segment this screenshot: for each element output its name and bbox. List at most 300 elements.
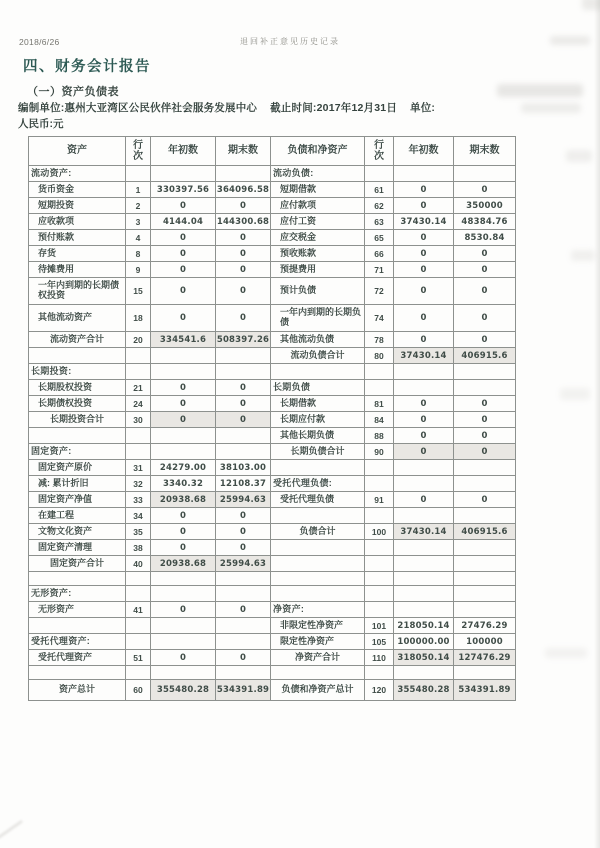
asset-end-cell: 144300.68 bbox=[216, 214, 271, 230]
liability-begin-cell: 100000.00 bbox=[394, 634, 454, 650]
table-row bbox=[29, 364, 516, 380]
asset-line-cell: 30 bbox=[126, 412, 151, 428]
liability-name-cell bbox=[271, 460, 365, 476]
asset-end-cell: 364096.58 bbox=[216, 182, 271, 198]
liability-name-cell: 长期应付款 bbox=[271, 412, 365, 428]
asset-name-cell bbox=[29, 666, 126, 680]
liability-begin-cell: 0 bbox=[394, 198, 454, 214]
liability-end-cell: 0 bbox=[454, 428, 516, 444]
asset-begin-cell: 0 bbox=[151, 508, 216, 524]
asset-begin-cell: 3340.32 bbox=[151, 476, 216, 492]
asset-begin-cell: 0 bbox=[151, 305, 216, 332]
asset-name-cell: 固定资产清理 bbox=[29, 540, 126, 556]
asset-end-cell: 534391.89 bbox=[216, 680, 271, 701]
asset-end-cell: 12108.37 bbox=[216, 476, 271, 492]
asset-line-cell: 38 bbox=[126, 540, 151, 556]
liability-line-cell: 65 bbox=[365, 230, 394, 246]
asset-end-cell bbox=[216, 166, 271, 182]
liability-name-cell: 预计负债 bbox=[271, 278, 365, 305]
liability-begin-cell: 0 bbox=[394, 305, 454, 332]
col-header-begin-right: 年初数 bbox=[394, 137, 454, 166]
table-row bbox=[29, 586, 516, 602]
asset-line-cell: 51 bbox=[126, 650, 151, 666]
liability-begin-cell: 37430.14 bbox=[394, 524, 454, 540]
asset-name-cell bbox=[29, 618, 126, 634]
asset-line-cell: 15 bbox=[126, 278, 151, 305]
asset-begin-cell bbox=[151, 618, 216, 634]
liability-begin-cell: 0 bbox=[394, 246, 454, 262]
liability-begin-cell bbox=[394, 508, 454, 524]
prepared-by-label: 编制单位: bbox=[18, 102, 65, 114]
scan-artifact bbox=[0, 820, 23, 840]
asset-begin-cell: 0 bbox=[151, 198, 216, 214]
col-header-begin-left: 年初数 bbox=[151, 137, 216, 166]
asset-end-cell: 25994.63 bbox=[216, 556, 271, 572]
liability-end-cell bbox=[454, 166, 516, 182]
liability-line-cell bbox=[365, 556, 394, 572]
liability-line-cell bbox=[365, 380, 394, 396]
liability-line-cell: 78 bbox=[365, 332, 394, 348]
asset-line-cell: 35 bbox=[126, 524, 151, 540]
liability-end-cell: 8530.84 bbox=[454, 230, 516, 246]
col-header-liabilities: 负债和净资产 bbox=[271, 137, 365, 166]
liability-begin-cell: 0 bbox=[394, 428, 454, 444]
table-row bbox=[29, 444, 516, 460]
liability-end-cell bbox=[454, 586, 516, 602]
liability-name-cell: 受托代理负债: bbox=[271, 476, 365, 492]
liability-end-cell: 534391.89 bbox=[454, 680, 516, 701]
liability-name-cell: 预收账款 bbox=[271, 246, 365, 262]
liability-begin-cell: 37430.14 bbox=[394, 348, 454, 364]
asset-line-cell: 34 bbox=[126, 508, 151, 524]
asset-end-cell bbox=[216, 444, 271, 460]
asset-begin-cell: 0 bbox=[151, 262, 216, 278]
liability-line-cell bbox=[365, 460, 394, 476]
liability-name-cell: 负债和净资产总计 bbox=[271, 680, 365, 701]
liability-begin-cell: 318050.14 bbox=[394, 650, 454, 666]
liability-line-cell bbox=[365, 508, 394, 524]
liability-end-cell: 100000 bbox=[454, 634, 516, 650]
asset-name-cell: 受托代理资产: bbox=[29, 634, 126, 650]
liability-end-cell bbox=[454, 364, 516, 380]
asset-end-cell bbox=[216, 348, 271, 364]
asset-line-cell: 1 bbox=[126, 182, 151, 198]
asset-name-cell: 固定资产原价 bbox=[29, 460, 126, 476]
liability-name-cell bbox=[271, 364, 365, 380]
scan-artifact bbox=[545, 648, 587, 658]
liability-line-cell bbox=[365, 364, 394, 380]
asset-end-cell: 0 bbox=[216, 650, 271, 666]
liability-name-cell: 受托代理负债 bbox=[271, 492, 365, 508]
table-row bbox=[29, 540, 516, 556]
asset-begin-cell: 0 bbox=[151, 602, 216, 618]
asset-begin-cell: 334541.6 bbox=[151, 332, 216, 348]
liability-line-cell: 84 bbox=[365, 412, 394, 428]
liability-begin-cell: 37430.14 bbox=[394, 214, 454, 230]
liability-end-cell: 0 bbox=[454, 492, 516, 508]
unit-label: 单位: bbox=[410, 102, 436, 114]
liability-end-cell bbox=[454, 556, 516, 572]
asset-end-cell bbox=[216, 428, 271, 444]
asset-end-cell: 0 bbox=[216, 198, 271, 214]
liability-end-cell bbox=[454, 572, 516, 586]
asset-line-cell bbox=[126, 618, 151, 634]
liability-begin-cell bbox=[394, 586, 454, 602]
liability-line-cell: 71 bbox=[365, 262, 394, 278]
table-row bbox=[29, 332, 516, 348]
report-meta-line bbox=[18, 100, 578, 115]
liability-name-cell bbox=[271, 556, 365, 572]
asset-begin-cell: 0 bbox=[151, 396, 216, 412]
asset-begin-cell bbox=[151, 634, 216, 650]
report-subtitle: （一）资产负债表 bbox=[27, 86, 119, 98]
liability-end-cell: 350000 bbox=[454, 198, 516, 214]
liability-end-cell: 0 bbox=[454, 246, 516, 262]
col-header-assets: 资产 bbox=[29, 137, 126, 166]
liability-begin-cell: 0 bbox=[394, 396, 454, 412]
asset-line-cell: 60 bbox=[126, 680, 151, 701]
asset-begin-cell: 20938.68 bbox=[151, 492, 216, 508]
asset-line-cell bbox=[126, 166, 151, 182]
asset-name-cell: 固定资产: bbox=[29, 444, 126, 460]
asset-name-cell: 存货 bbox=[29, 246, 126, 262]
table-row bbox=[29, 230, 516, 246]
asset-name-cell: 长期股权投资 bbox=[29, 380, 126, 396]
liability-name-cell: 流动负债: bbox=[271, 166, 365, 182]
table-row bbox=[29, 476, 516, 492]
asset-end-cell: 0 bbox=[216, 412, 271, 428]
liability-begin-cell: 0 bbox=[394, 332, 454, 348]
liability-end-cell: 0 bbox=[454, 262, 516, 278]
liability-begin-cell: 0 bbox=[394, 230, 454, 246]
liability-line-cell: 63 bbox=[365, 214, 394, 230]
liability-line-cell: 100 bbox=[365, 524, 394, 540]
table-row bbox=[29, 618, 516, 634]
table-row bbox=[29, 166, 516, 182]
liability-line-cell: 66 bbox=[365, 246, 394, 262]
prepared-by-value: 惠州大亚湾区公民伙伴社会服务发展中心 bbox=[64, 102, 258, 114]
asset-end-cell bbox=[216, 572, 271, 586]
liability-line-cell: 72 bbox=[365, 278, 394, 305]
liability-begin-cell bbox=[394, 556, 454, 572]
asset-line-cell: 21 bbox=[126, 380, 151, 396]
asset-name-cell: 减: 累计折旧 bbox=[29, 476, 126, 492]
liability-begin-cell bbox=[394, 540, 454, 556]
liability-end-cell: 406915.6 bbox=[454, 348, 516, 364]
scan-artifact bbox=[566, 150, 592, 162]
balance-sheet-table bbox=[28, 136, 516, 701]
liability-begin-cell bbox=[394, 460, 454, 476]
asset-end-cell bbox=[216, 364, 271, 380]
liability-end-cell bbox=[454, 476, 516, 492]
table-row bbox=[29, 182, 516, 198]
liability-line-cell: 101 bbox=[365, 618, 394, 634]
liability-name-cell: 其他流动负债 bbox=[271, 332, 365, 348]
scan-artifact bbox=[521, 103, 581, 113]
asset-name-cell: 货币资金 bbox=[29, 182, 126, 198]
asset-begin-cell bbox=[151, 428, 216, 444]
unit-value: 人民币:元 bbox=[18, 118, 64, 130]
liability-name-cell bbox=[271, 540, 365, 556]
asset-end-cell: 25994.63 bbox=[216, 492, 271, 508]
asset-name-cell: 无形资产: bbox=[29, 586, 126, 602]
table-row bbox=[29, 634, 516, 650]
liability-name-cell: 应交税金 bbox=[271, 230, 365, 246]
liability-begin-cell: 0 bbox=[394, 412, 454, 428]
asset-begin-cell bbox=[151, 666, 216, 680]
liability-line-cell: 81 bbox=[365, 396, 394, 412]
liability-line-cell: 61 bbox=[365, 182, 394, 198]
liability-name-cell: 净资产: bbox=[271, 602, 365, 618]
asset-end-cell bbox=[216, 666, 271, 680]
liability-end-cell: 0 bbox=[454, 332, 516, 348]
asset-begin-cell: 0 bbox=[151, 278, 216, 305]
asset-name-cell: 其他流动资产 bbox=[29, 305, 126, 332]
table-row bbox=[29, 214, 516, 230]
asset-name-cell: 流动资产合计 bbox=[29, 332, 126, 348]
liability-end-cell: 27476.29 bbox=[454, 618, 516, 634]
asset-name-cell: 长期投资: bbox=[29, 364, 126, 380]
table-row bbox=[29, 262, 516, 278]
liability-name-cell: 预提费用 bbox=[271, 262, 365, 278]
asset-end-cell bbox=[216, 618, 271, 634]
asset-line-cell: 24 bbox=[126, 396, 151, 412]
liability-line-cell: 74 bbox=[365, 305, 394, 332]
asset-line-cell bbox=[126, 586, 151, 602]
asset-begin-cell: 0 bbox=[151, 380, 216, 396]
liability-begin-cell: 0 bbox=[394, 444, 454, 460]
liability-name-cell: 流动负债合计 bbox=[271, 348, 365, 364]
table-row bbox=[29, 380, 516, 396]
asset-begin-cell bbox=[151, 364, 216, 380]
scan-artifact bbox=[571, 250, 595, 261]
asset-line-cell bbox=[126, 348, 151, 364]
liability-end-cell: 48384.76 bbox=[454, 214, 516, 230]
asset-line-cell: 4 bbox=[126, 230, 151, 246]
asset-end-cell: 0 bbox=[216, 262, 271, 278]
asset-line-cell bbox=[126, 364, 151, 380]
liability-line-cell bbox=[365, 572, 394, 586]
liability-begin-cell bbox=[394, 166, 454, 182]
asset-name-cell: 短期投资 bbox=[29, 198, 126, 214]
liability-begin-cell: 218050.14 bbox=[394, 618, 454, 634]
asset-line-cell: 3 bbox=[126, 214, 151, 230]
table-row bbox=[29, 412, 516, 428]
asset-name-cell: 待摊费用 bbox=[29, 262, 126, 278]
liability-line-cell: 91 bbox=[365, 492, 394, 508]
liability-name-cell bbox=[271, 572, 365, 586]
table-row bbox=[29, 198, 516, 214]
liability-end-cell: 0 bbox=[454, 412, 516, 428]
table-header-row bbox=[29, 137, 516, 166]
table-row bbox=[29, 556, 516, 572]
asset-name-cell: 文物文化资产 bbox=[29, 524, 126, 540]
asset-line-cell bbox=[126, 444, 151, 460]
col-header-end-right: 期末数 bbox=[454, 137, 516, 166]
liability-end-cell: 406915.6 bbox=[454, 524, 516, 540]
asset-line-cell bbox=[126, 428, 151, 444]
liability-name-cell: 长期借款 bbox=[271, 396, 365, 412]
table-row bbox=[29, 602, 516, 618]
table-row bbox=[29, 305, 516, 332]
asset-end-cell: 0 bbox=[216, 508, 271, 524]
liability-line-cell: 110 bbox=[365, 650, 394, 666]
liability-begin-cell bbox=[394, 380, 454, 396]
page-edge-shadow bbox=[594, 0, 600, 848]
liability-begin-cell: 0 bbox=[394, 492, 454, 508]
liability-line-cell bbox=[365, 602, 394, 618]
table-row bbox=[29, 524, 516, 540]
table-row bbox=[29, 572, 516, 586]
liability-end-cell: 0 bbox=[454, 182, 516, 198]
liability-begin-cell bbox=[394, 572, 454, 586]
table-row bbox=[29, 650, 516, 666]
asset-name-cell: 流动资产: bbox=[29, 166, 126, 182]
asset-end-cell: 0 bbox=[216, 602, 271, 618]
col-header-line-right: 行次 bbox=[365, 137, 394, 166]
asset-line-cell: 20 bbox=[126, 332, 151, 348]
table-row bbox=[29, 666, 516, 680]
asset-name-cell: 固定资产净值 bbox=[29, 492, 126, 508]
liability-end-cell: 0 bbox=[454, 305, 516, 332]
asset-end-cell bbox=[216, 634, 271, 650]
liability-end-cell bbox=[454, 666, 516, 680]
liability-line-cell: 80 bbox=[365, 348, 394, 364]
asset-begin-cell bbox=[151, 166, 216, 182]
liability-begin-cell bbox=[394, 476, 454, 492]
liability-name-cell bbox=[271, 508, 365, 524]
liability-line-cell: 105 bbox=[365, 634, 394, 650]
liability-end-cell: 0 bbox=[454, 396, 516, 412]
table-row bbox=[29, 428, 516, 444]
col-header-end-left: 期末数 bbox=[216, 137, 271, 166]
asset-name-cell: 预付账款 bbox=[29, 230, 126, 246]
liability-name-cell: 非限定性净资产 bbox=[271, 618, 365, 634]
asset-line-cell: 18 bbox=[126, 305, 151, 332]
asset-begin-cell bbox=[151, 586, 216, 602]
liability-end-cell bbox=[454, 460, 516, 476]
liability-end-cell: 0 bbox=[454, 444, 516, 460]
scan-artifact bbox=[497, 84, 583, 97]
asset-end-cell: 0 bbox=[216, 524, 271, 540]
liability-name-cell: 负债合计 bbox=[271, 524, 365, 540]
liability-name-cell bbox=[271, 586, 365, 602]
asset-end-cell: 0 bbox=[216, 380, 271, 396]
liability-name-cell: 其他长期负债 bbox=[271, 428, 365, 444]
liability-line-cell bbox=[365, 540, 394, 556]
asset-name-cell bbox=[29, 572, 126, 586]
asset-name-cell: 长期投资合计 bbox=[29, 412, 126, 428]
asset-line-cell: 33 bbox=[126, 492, 151, 508]
liability-begin-cell bbox=[394, 364, 454, 380]
asset-line-cell: 9 bbox=[126, 262, 151, 278]
asset-line-cell bbox=[126, 572, 151, 586]
liability-end-cell bbox=[454, 540, 516, 556]
liability-end-cell: 127476.29 bbox=[454, 650, 516, 666]
liability-name-cell: 应付款项 bbox=[271, 198, 365, 214]
liability-begin-cell bbox=[394, 666, 454, 680]
asset-name-cell bbox=[29, 428, 126, 444]
liability-begin-cell bbox=[394, 602, 454, 618]
table-row bbox=[29, 492, 516, 508]
asset-line-cell: 31 bbox=[126, 460, 151, 476]
liability-name-cell: 净资产合计 bbox=[271, 650, 365, 666]
asset-begin-cell: 330397.56 bbox=[151, 182, 216, 198]
scan-artifact bbox=[560, 388, 590, 400]
asset-end-cell: 0 bbox=[216, 278, 271, 305]
asset-line-cell: 2 bbox=[126, 198, 151, 214]
scan-artifact bbox=[550, 36, 590, 45]
asset-begin-cell: 20938.68 bbox=[151, 556, 216, 572]
asset-begin-cell: 355480.28 bbox=[151, 680, 216, 701]
asset-line-cell: 41 bbox=[126, 602, 151, 618]
asset-begin-cell: 0 bbox=[151, 230, 216, 246]
liability-begin-cell: 355480.28 bbox=[394, 680, 454, 701]
table-row bbox=[29, 680, 516, 701]
asset-name-cell: 在建工程 bbox=[29, 508, 126, 524]
table-row bbox=[29, 460, 516, 476]
table-row bbox=[29, 508, 516, 524]
asset-end-cell: 0 bbox=[216, 305, 271, 332]
table-row bbox=[29, 396, 516, 412]
asset-name-cell: 受托代理资产 bbox=[29, 650, 126, 666]
asset-line-cell bbox=[126, 666, 151, 680]
liability-line-cell: 120 bbox=[365, 680, 394, 701]
page-header-text: 退回补正意见历史记录 bbox=[240, 37, 340, 46]
asset-begin-cell bbox=[151, 572, 216, 586]
liability-begin-cell: 0 bbox=[394, 262, 454, 278]
asset-end-cell: 508397.26 bbox=[216, 332, 271, 348]
asset-name-cell: 无形资产 bbox=[29, 602, 126, 618]
asset-begin-cell bbox=[151, 348, 216, 364]
liability-name-cell: 应付工资 bbox=[271, 214, 365, 230]
asset-begin-cell: 0 bbox=[151, 524, 216, 540]
deadline-value: 2017年12月31日 bbox=[316, 102, 398, 114]
liability-begin-cell: 0 bbox=[394, 182, 454, 198]
table-row bbox=[29, 246, 516, 262]
asset-name-cell: 应收款项 bbox=[29, 214, 126, 230]
asset-begin-cell: 4144.04 bbox=[151, 214, 216, 230]
liability-line-cell bbox=[365, 666, 394, 680]
liability-line-cell bbox=[365, 166, 394, 182]
asset-name-cell: 一年内到期的长期债权投资 bbox=[29, 278, 126, 305]
liability-name-cell: 长期负债合计 bbox=[271, 444, 365, 460]
liability-line-cell bbox=[365, 476, 394, 492]
liability-end-cell bbox=[454, 380, 516, 396]
asset-end-cell bbox=[216, 586, 271, 602]
liability-line-cell: 88 bbox=[365, 428, 394, 444]
asset-name-cell bbox=[29, 348, 126, 364]
liability-line-cell bbox=[365, 586, 394, 602]
section-title: 四、财务会计报告 bbox=[23, 59, 151, 75]
asset-end-cell: 0 bbox=[216, 246, 271, 262]
asset-line-cell: 40 bbox=[126, 556, 151, 572]
liability-line-cell: 90 bbox=[365, 444, 394, 460]
scan-date: 2018/6/26 bbox=[19, 37, 60, 47]
asset-end-cell: 0 bbox=[216, 540, 271, 556]
asset-begin-cell: 0 bbox=[151, 650, 216, 666]
asset-line-cell bbox=[126, 634, 151, 650]
asset-end-cell: 38103.00 bbox=[216, 460, 271, 476]
asset-begin-cell: 0 bbox=[151, 246, 216, 262]
asset-line-cell: 32 bbox=[126, 476, 151, 492]
liability-name-cell: 长期负债 bbox=[271, 380, 365, 396]
table-row bbox=[29, 348, 516, 364]
liability-name-cell: 一年内到期的长期负债 bbox=[271, 305, 365, 332]
asset-begin-cell: 24279.00 bbox=[151, 460, 216, 476]
asset-begin-cell bbox=[151, 444, 216, 460]
liability-name-cell: 限定性净资产 bbox=[271, 634, 365, 650]
